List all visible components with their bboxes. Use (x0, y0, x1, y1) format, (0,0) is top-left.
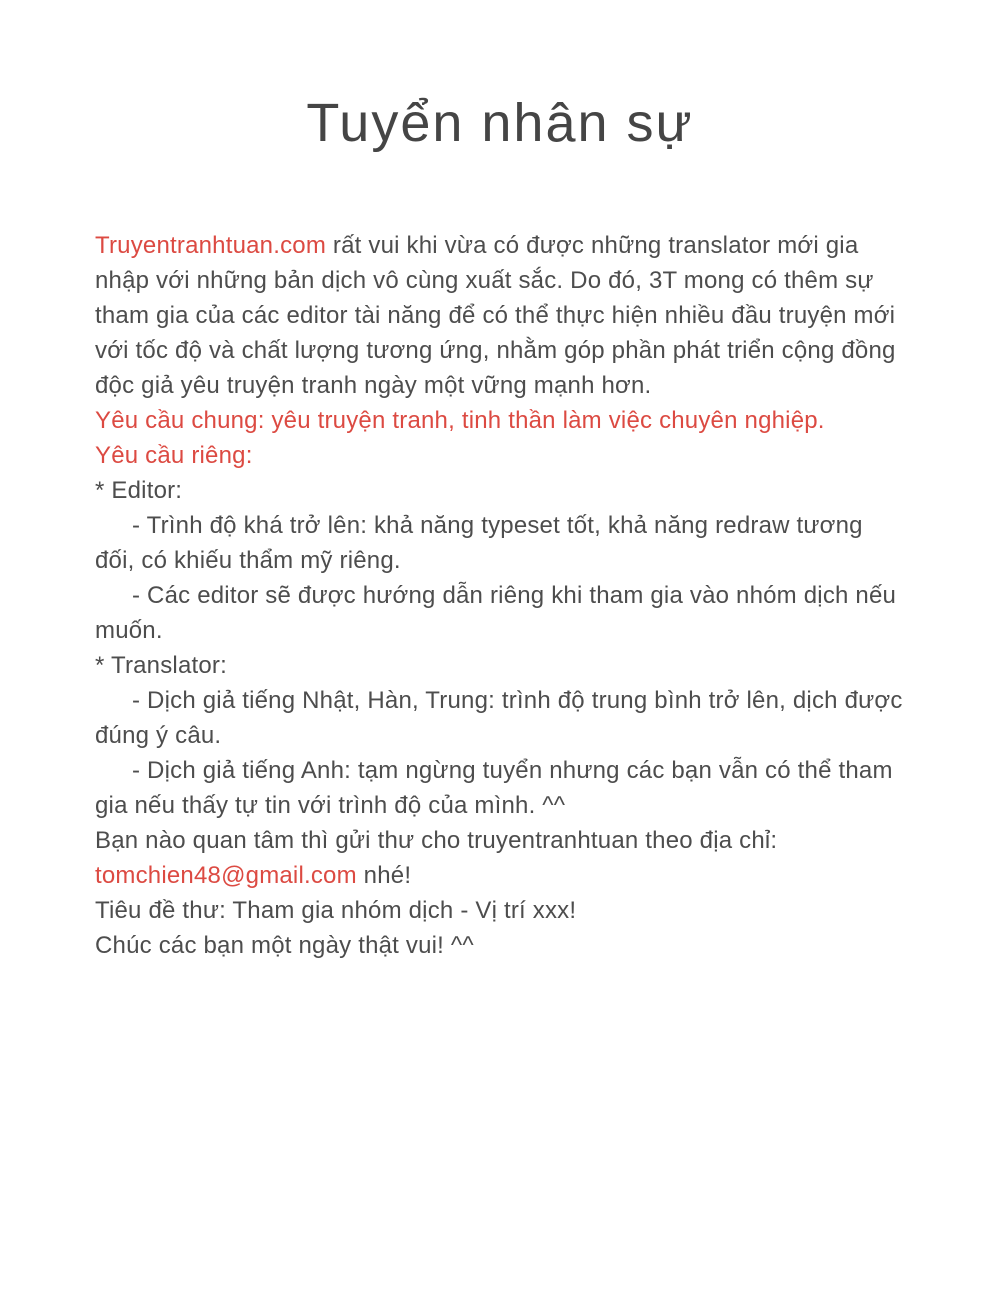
translator-item: - Dịch giả tiếng Anh: tạm ngừng tuyển nhưng các bạn vẫn có thể tham gia nếu thấy tự tin với trình độ của mình. ^^ (95, 757, 893, 819)
page-title: Tuyển nhân sự (306, 93, 694, 153)
closing-line: Chúc các bạn một ngày thật vui! ^^ (95, 932, 474, 959)
editor-item: - Các editor sẽ được hướng dẫn riêng khi tham gia vào nhóm dịch nếu muốn. (95, 582, 897, 644)
contact-line: Bạn nào quan tâm thì gửi thư cho truyentranhtuan theo địa chỉ: (95, 827, 778, 854)
general-requirement-line: Yêu cầu chung: yêu truyện tranh, tinh thần làm việc chuyên nghiệp. (95, 407, 825, 434)
translator-heading: * Translator: (95, 652, 227, 679)
intro-paragraph (95, 228, 905, 403)
contact-email-line (95, 858, 905, 893)
email-link[interactable]: tomchien48@gmail.com (95, 862, 357, 889)
editor-item: - Trình độ khá trở lên: khả năng typeset tốt, khả năng redraw tương đối, có khiếu thẩm mỹ riêng. (95, 512, 863, 574)
site-link[interactable]: Truyentranhtuan.com (95, 232, 327, 259)
email-suffix-text: nhé! (356, 862, 412, 889)
translator-item: - Dịch giả tiếng Nhật, Hàn, Trung: trình độ trung bình trở lên, dịch được đúng ý câu. (95, 687, 903, 749)
specific-requirement-heading: Yêu cầu riêng: (95, 442, 253, 469)
intro-text: rất vui khi vừa có được những translator mới gia nhập với những bản dịch vô cùng xuất sắc. Do đó, 3T mong có thêm sự tham gia của các editor tài năng để có thể thực hiện nhiều đầu truyện mới với tốc độ và chất lượng tương ứng, nhằm góp phần phát triển cộng đồng độc giả yêu truyện tranh ngày một vững mạnh hơn. (95, 232, 896, 399)
editor-heading: * Editor: (95, 477, 183, 504)
subject-line: Tiêu đề thư: Tham gia nhóm dịch - Vị trí xxx! (95, 897, 577, 924)
document-body (95, 228, 905, 963)
